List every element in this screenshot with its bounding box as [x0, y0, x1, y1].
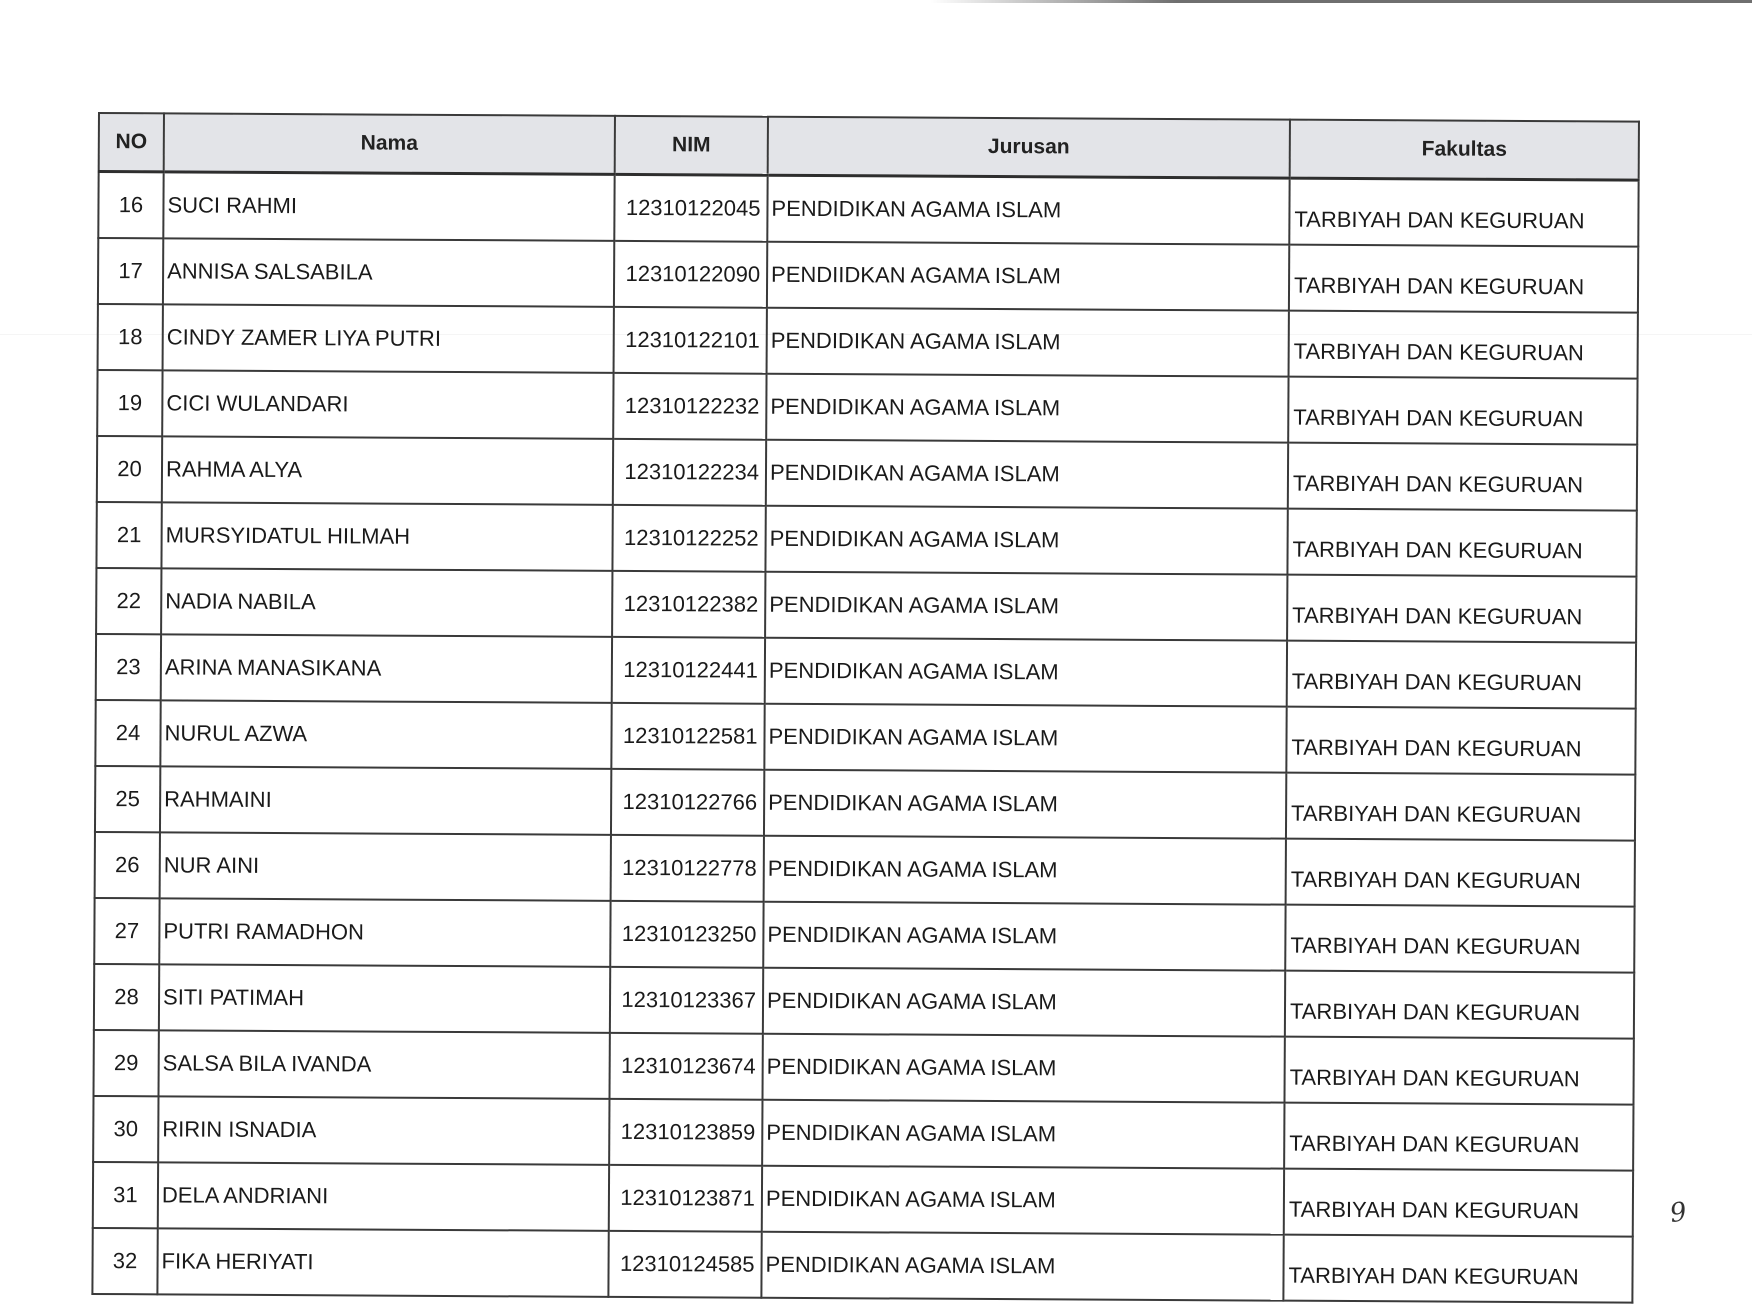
cell-nim: 12310122382 — [612, 571, 765, 638]
cell-nim: 12310123674 — [609, 1033, 762, 1100]
cell-fakultas: TARBIYAH DAN KEGURUAN — [1285, 905, 1634, 973]
cell-no: 30 — [93, 1096, 158, 1162]
cell-no: 23 — [96, 634, 161, 700]
header-row — [99, 113, 1639, 180]
cell-no: 17 — [98, 238, 163, 304]
cell-nim: 12310124585 — [608, 1231, 761, 1298]
table-row — [94, 898, 1634, 973]
cell-nim: 12310122441 — [612, 637, 765, 704]
cell-fakultas: TARBIYAH DAN KEGURUAN — [1288, 443, 1637, 511]
cell-jurusan: PENDIDIKAN AGAMA ISLAM — [765, 638, 1287, 707]
table-header — [99, 113, 1639, 180]
table-row — [97, 370, 1637, 445]
cell-fakultas: TARBIYAH DAN KEGURUAN — [1284, 1169, 1633, 1237]
header-nim: NIM — [615, 116, 768, 175]
cell-fakultas: TARBIYAH DAN KEGURUAN — [1285, 971, 1634, 1039]
cell-jurusan: PENDIDIKAN AGAMA ISLAM — [764, 836, 1286, 905]
cell-nim: 12310123871 — [609, 1165, 762, 1232]
table-row — [95, 832, 1635, 907]
table-row — [92, 1228, 1632, 1303]
cell-no: 31 — [93, 1162, 158, 1228]
header-fakultas: Fakultas — [1290, 120, 1639, 180]
cell-nama: RIRIN ISNADIA — [158, 1096, 609, 1165]
cell-nama: CICI WULANDARI — [162, 370, 613, 439]
student-table-container — [91, 112, 1638, 1304]
cell-no: 29 — [94, 1030, 159, 1096]
table-row — [95, 700, 1635, 775]
cell-nama: FIKA HERIYATI — [157, 1228, 608, 1297]
cell-nama: RAHMA ALYA — [162, 436, 613, 505]
cell-no: 32 — [92, 1228, 157, 1294]
cell-nim: 12310122232 — [613, 373, 766, 440]
cell-fakultas: TARBIYAH DAN KEGURUAN — [1287, 575, 1636, 643]
cell-jurusan: PENDIDIKAN AGAMA ISLAM — [765, 506, 1287, 575]
table-row — [96, 634, 1636, 709]
cell-jurusan: PENDIDIKAN AGAMA ISLAM — [765, 572, 1287, 641]
cell-fakultas: TARBIYAH DAN KEGURUAN — [1289, 178, 1638, 246]
table-row — [94, 1030, 1634, 1105]
table-row — [93, 1096, 1633, 1171]
cell-jurusan: PENDIDIKAN AGAMA ISLAM — [767, 308, 1289, 377]
cell-jurusan: PENDIDIKAN AGAMA ISLAM — [764, 704, 1286, 773]
cell-fakultas: TARBIYAH DAN KEGURUAN — [1289, 311, 1638, 379]
scan-edge-shadow — [930, 0, 1752, 3]
header-nama: Nama — [164, 113, 615, 174]
cell-nama: ARINA MANASIKANA — [161, 634, 612, 703]
cell-nama: SITI PATIMAH — [159, 964, 610, 1033]
cell-no: 22 — [96, 568, 161, 634]
cell-no: 20 — [97, 436, 162, 502]
table-row — [98, 304, 1638, 379]
cell-no: 21 — [96, 502, 161, 568]
cell-nama: MURSYIDATUL HILMAH — [161, 502, 612, 571]
table-row — [98, 238, 1638, 313]
cell-jurusan: PENDIDIKAN AGAMA ISLAM — [761, 1232, 1283, 1301]
cell-jurusan: PENDIDIKAN AGAMA ISLAM — [763, 902, 1285, 971]
header-no: NO — [99, 113, 164, 172]
cell-nim: 12310122252 — [612, 505, 765, 572]
cell-nim: 12310123367 — [610, 967, 763, 1034]
cell-nim: 12310122101 — [614, 307, 767, 374]
cell-fakultas: TARBIYAH DAN KEGURUAN — [1289, 245, 1638, 313]
cell-nama: SALSA BILA IVANDA — [159, 1030, 610, 1099]
table-row — [96, 568, 1636, 643]
table-row — [95, 766, 1635, 841]
cell-no: 16 — [98, 172, 163, 239]
cell-nama: NUR AINI — [160, 832, 611, 901]
header-jurusan: Jurusan — [768, 117, 1290, 178]
cell-nama: RAHMAINI — [160, 766, 611, 835]
table-row — [96, 502, 1636, 577]
cell-fakultas: TARBIYAH DAN KEGURUAN — [1286, 707, 1635, 775]
cell-no: 26 — [95, 832, 160, 898]
cell-nama: CINDY ZAMER LIYA PUTRI — [163, 304, 614, 373]
cell-nama: ANNISA SALSABILA — [163, 238, 614, 307]
cell-no: 18 — [98, 304, 163, 370]
table-row — [98, 172, 1638, 247]
cell-jurusan: PENDIDIKAN AGAMA ISLAM — [762, 1034, 1284, 1103]
student-table — [91, 112, 1640, 1304]
handwritten-page-number: 9 — [1667, 1196, 1689, 1230]
cell-jurusan: PENDIDIKAN AGAMA ISLAM — [762, 1100, 1284, 1169]
cell-nim: 12310122581 — [611, 703, 764, 770]
cell-nim: 12310122090 — [614, 241, 767, 308]
cell-no: 24 — [95, 700, 160, 766]
cell-jurusan: PENDIDIKAN AGAMA ISLAM — [766, 374, 1288, 443]
cell-nim: 12310122045 — [614, 174, 767, 241]
cell-fakultas: TARBIYAH DAN KEGURUAN — [1287, 641, 1636, 709]
cell-nim: 12310122766 — [611, 769, 764, 836]
cell-nama: SUCI RAHMI — [163, 172, 614, 241]
table-row — [97, 436, 1637, 511]
cell-jurusan: PENDIDIKAN AGAMA ISLAM — [762, 1166, 1284, 1235]
cell-fakultas: TARBIYAH DAN KEGURUAN — [1284, 1103, 1633, 1171]
cell-nama: NURUL AZWA — [160, 700, 611, 769]
cell-no: 28 — [94, 964, 159, 1030]
table-row — [94, 964, 1634, 1039]
cell-fakultas: TARBIYAH DAN KEGURUAN — [1286, 773, 1635, 841]
cell-nim: 12310123859 — [609, 1099, 762, 1166]
cell-jurusan: PENDIIDKAN AGAMA ISLAM — [767, 242, 1289, 311]
cell-nama: DELA ANDRIANI — [158, 1162, 609, 1231]
cell-no: 25 — [95, 766, 160, 832]
cell-fakultas: TARBIYAH DAN KEGURUAN — [1286, 839, 1635, 907]
cell-nama: NADIA NABILA — [161, 568, 612, 637]
cell-fakultas: TARBIYAH DAN KEGURUAN — [1288, 377, 1637, 445]
cell-jurusan: PENDIDIKAN AGAMA ISLAM — [763, 968, 1285, 1037]
cell-jurusan: PENDIDIKAN AGAMA ISLAM — [766, 440, 1288, 509]
cell-fakultas: TARBIYAH DAN KEGURUAN — [1287, 509, 1636, 577]
cell-nama: PUTRI RAMADHON — [159, 898, 610, 967]
cell-nim: 12310122234 — [613, 439, 766, 506]
cell-nim: 12310123250 — [610, 901, 763, 968]
table-body — [92, 172, 1638, 1303]
cell-no: 19 — [97, 370, 162, 436]
table-row — [93, 1162, 1633, 1237]
cell-nim: 12310122778 — [611, 835, 764, 902]
cell-no: 27 — [94, 898, 159, 964]
cell-jurusan: PENDIDIKAN AGAMA ISLAM — [767, 175, 1289, 244]
cell-fakultas: TARBIYAH DAN KEGURUAN — [1283, 1235, 1632, 1303]
cell-jurusan: PENDIDIKAN AGAMA ISLAM — [764, 770, 1286, 839]
cell-fakultas: TARBIYAH DAN KEGURUAN — [1284, 1037, 1633, 1105]
